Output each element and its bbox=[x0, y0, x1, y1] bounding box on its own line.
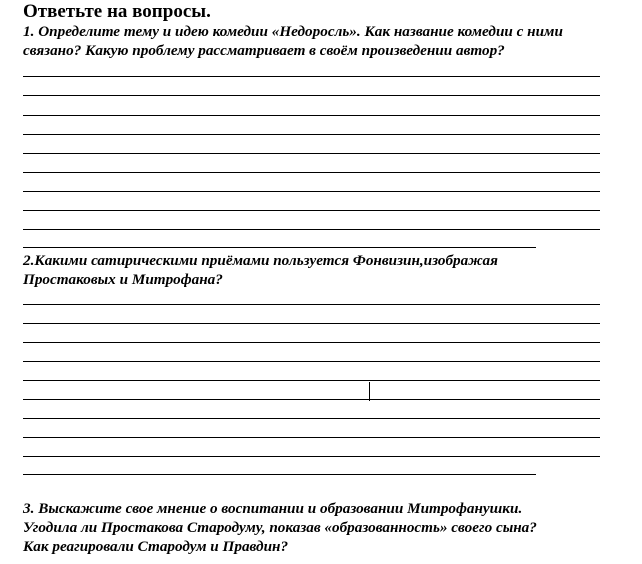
question-3-line-3: Как реагировали Стародум и Правдин? bbox=[23, 538, 289, 555]
answer-line bbox=[23, 115, 600, 116]
question-2-line-1: 2.Какими сатирическими приёмами пользуется Фонвизин,изображая bbox=[23, 252, 498, 269]
answer-line bbox=[23, 229, 600, 230]
question-2 bbox=[23, 251, 563, 289]
question-3-line-1: 3. Выскажите свое мнение о воспитании и образовании Митрофанушки. bbox=[23, 500, 523, 517]
answer-line bbox=[23, 418, 600, 419]
answer-line bbox=[23, 153, 600, 154]
answer-line bbox=[23, 134, 600, 135]
answer-line bbox=[23, 191, 600, 192]
answer-line bbox=[23, 361, 600, 362]
question-1 bbox=[23, 22, 623, 60]
question-3 bbox=[23, 499, 623, 556]
question-1-line-1: 1. Определите тему и идею комедии «Недоросль». Как название комедии с ними bbox=[23, 23, 563, 40]
answer-line bbox=[23, 380, 600, 381]
answer-line bbox=[23, 76, 600, 77]
answer-line bbox=[23, 342, 600, 343]
answer-line bbox=[23, 474, 536, 475]
answer-line bbox=[23, 304, 600, 305]
question-1-line-2: связано? Какую проблему рассматривает в своём произведении автор? bbox=[23, 42, 505, 59]
answer-line bbox=[23, 399, 600, 400]
answer-line bbox=[23, 247, 536, 248]
answer-line bbox=[23, 172, 600, 173]
answer-line bbox=[23, 323, 600, 324]
answer-line bbox=[23, 456, 600, 457]
answer-line bbox=[23, 210, 600, 211]
answer-line bbox=[23, 95, 600, 96]
answer-line bbox=[23, 437, 600, 438]
question-2-line-2: Простаковых и Митрофана? bbox=[23, 271, 223, 288]
question-3-line-2: Угодила ли Простакова Стародуму, показав «образованность» своего сына? bbox=[23, 519, 537, 536]
text-cursor bbox=[369, 382, 370, 401]
worksheet-heading: Ответьте на вопросы. bbox=[23, 1, 211, 22]
